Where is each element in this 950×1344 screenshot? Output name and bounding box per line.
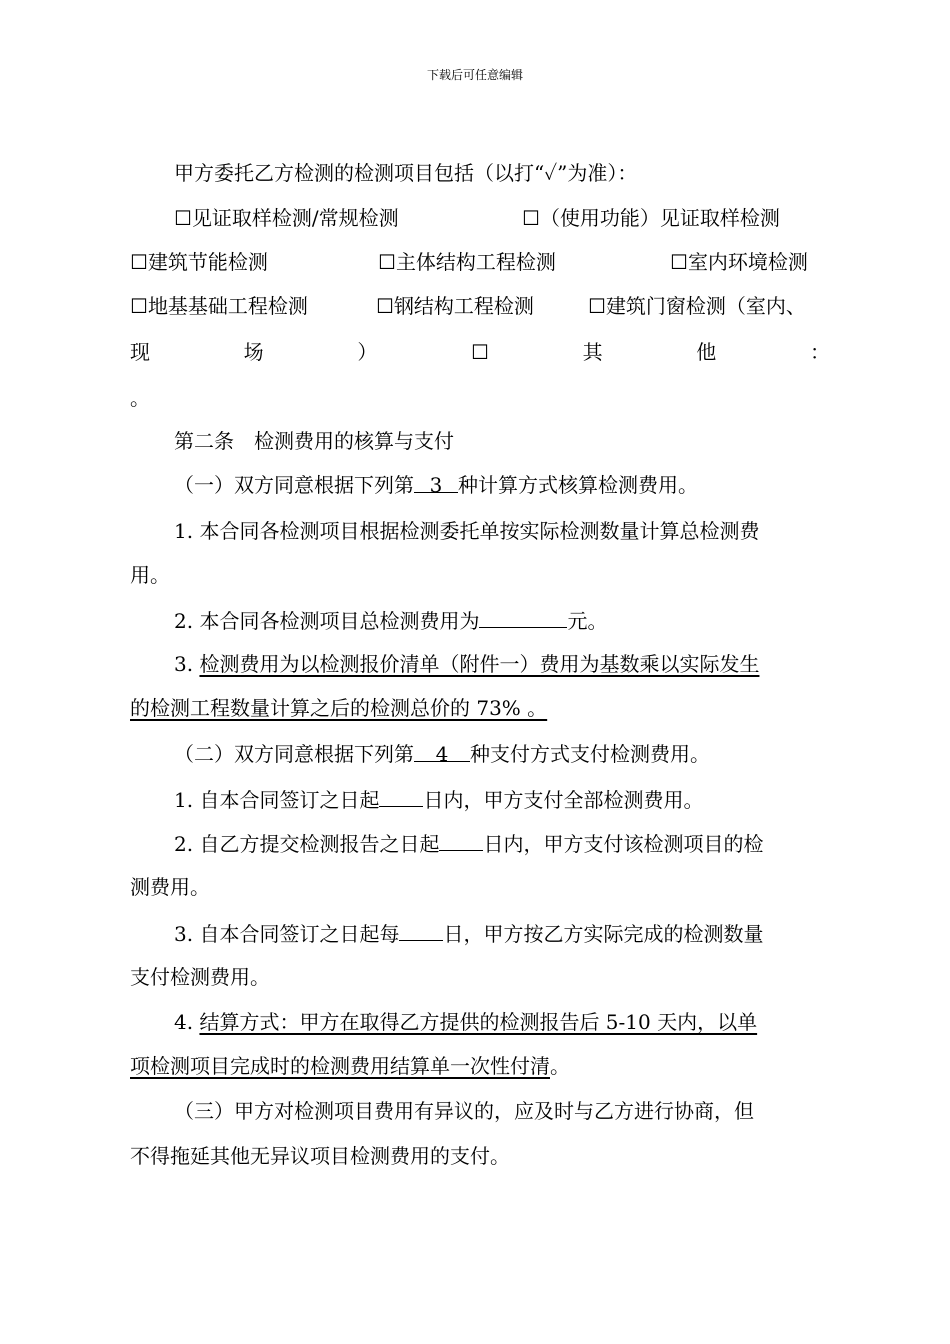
pay-1: 1. 自本合同签订之日起 日内，甲方支付全部检测费用。	[174, 788, 704, 812]
pay-2-line-1: 2. 自乙方提交检测报告之日起 日内，甲方支付该检测项目的检	[174, 832, 764, 856]
page-header: 下载后可任意编辑	[426, 68, 523, 82]
method-3-line-2: 的检测工程数量计算之后的检测总价的 73% 。	[130, 696, 548, 720]
method-3-line-1: 3. 检测费用为以检测报价清单（附件一）费用为基数乘以实际发生	[174, 652, 760, 676]
checkbox-icon[interactable]: ☐	[588, 294, 606, 318]
checkbox-icon[interactable]: ☐	[174, 206, 192, 230]
method-2: 2. 本合同各检测项目总检测费用为 元。	[174, 609, 608, 633]
method-1-line-2: 用。	[130, 563, 170, 587]
total-fee-blank[interactable]	[479, 607, 567, 628]
checkbox-icon[interactable]: ☐	[522, 206, 540, 230]
pay-3-line-2: 支付检测费用。	[130, 965, 270, 989]
pay-3-days-blank[interactable]	[399, 920, 443, 941]
row-end-period: 。	[130, 386, 150, 410]
pay-1-days-blank[interactable]	[379, 786, 423, 807]
checkbox-item-use-function[interactable]: ☐（使用功能）见证取样检测	[522, 206, 780, 230]
checkbox-item-energy-saving[interactable]: ☐建筑节能检测	[130, 250, 268, 274]
checkbox-row-4: 现 场 ） ☐ 其 他 ：	[130, 340, 830, 364]
checkbox-icon[interactable]: ☐	[130, 294, 148, 318]
checkbox-item-indoor-environment[interactable]: ☐室内环境检测	[670, 250, 808, 274]
checkbox-item-main-structure[interactable]: ☐主体结构工程检测	[378, 250, 556, 274]
part-1-calculation: （一）双方同意根据下列第 3 种计算方式核算检测费用。	[174, 473, 698, 497]
article-2-title: 第二条 检测费用的核算与支付	[174, 429, 454, 453]
pay-3-line-1: 3. 自本合同签订之日起每 日，甲方按乙方实际完成的检测数量	[174, 922, 764, 946]
checkbox-other[interactable]: ☐	[471, 340, 489, 364]
calculation-method-value[interactable]: 3	[414, 472, 458, 493]
items-intro: 甲方委托乙方检测的检测项目包括（以打“✓”为准）：	[174, 161, 638, 185]
part-3-line-2: 不得拖延其他无异议项目检测费用的支付。	[130, 1144, 510, 1168]
checkbox-item-steel-structure[interactable]: ☐钢结构工程检测	[376, 294, 534, 318]
checkbox-item-witness-sampling[interactable]: ☐见证取样检测/常规检测	[174, 206, 399, 230]
part-3-line-1: （三）甲方对检测项目费用有异议的，应及时与乙方进行协商，但	[174, 1099, 754, 1123]
checkbox-icon[interactable]: ☐	[130, 250, 148, 274]
checkbox-item-doors-windows[interactable]: ☐建筑门窗检测（室内、	[588, 294, 806, 318]
payment-method-value[interactable]: 4	[414, 741, 470, 762]
pay-2-line-2: 测费用。	[130, 875, 210, 899]
checkbox-icon[interactable]: ☐	[378, 250, 396, 274]
method-1-line-1: 1. 本合同各检测项目根据检测委托单按实际检测数量计算总检测费	[174, 519, 760, 543]
pay-4-line-2: 项检测项目完成时的检测费用结算单一次性付清。	[130, 1054, 570, 1078]
part-2-payment: （二）双方同意根据下列第 4 种支付方式支付检测费用。	[174, 742, 710, 766]
checkbox-item-foundation[interactable]: ☐地基基础工程检测	[130, 294, 308, 318]
checkbox-icon[interactable]: ☐	[670, 250, 688, 274]
pay-4-line-1: 4. 结算方式：甲方在取得乙方提供的检测报告后 5-10 天内，以单	[174, 1010, 758, 1034]
pay-2-days-blank[interactable]	[439, 830, 483, 851]
checkbox-icon[interactable]: ☐	[376, 294, 394, 318]
